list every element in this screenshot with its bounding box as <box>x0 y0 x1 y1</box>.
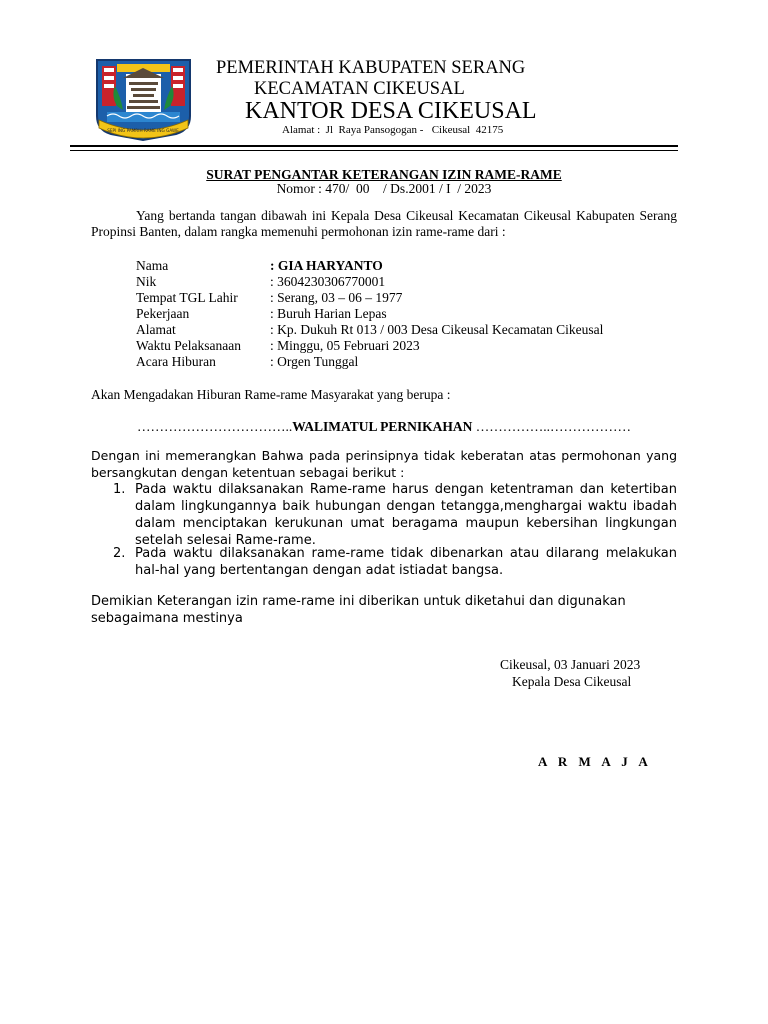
regency-coat-of-arms-icon <box>93 56 194 142</box>
identity-value-nik: : 3604230306770001 <box>270 274 386 289</box>
signer-position: Kepala Desa Cikeusal <box>512 674 632 689</box>
identity-label-nik: Nik <box>136 274 157 289</box>
condition-text: Pada waktu dilaksanakan rame-rame tidak dibenarkan atau dilarang melakukan hal-hal yang bertentangan dengan adat istiadat bangsa. <box>135 546 677 578</box>
event-name: WALIMATUL PERNIKAHAN <box>292 419 473 434</box>
condition-number: 2. <box>113 546 126 561</box>
event-intro: Akan Mengadakan Hiburan Rame-rame Masyarakat yang berupa : <box>91 387 451 402</box>
identity-value-birth: : Serang, 03 – 06 – 1977 <box>270 290 403 305</box>
identity-label-occupation: Pekerjaan <box>136 306 190 321</box>
closing-paragraph: Demikian Keterangan izin rame-rame ini diberikan untuk diketahui dan digunakan sebagaimana mestinya <box>91 594 626 626</box>
identity-label-birth: Tempat TGL Lahir <box>136 290 238 305</box>
condition-text: Pada waktu dilaksanakan Rame-rame harus dengan ketentraman dan ketertiban dalam lingkungannya baik hubungan dengan tetangga,menghargai waktu ibadah dalam menciptakan kerukunan umat beragama maupun kebersihan lingkungan setelah selesai Rame-rame. <box>135 482 677 548</box>
letterhead-divider-thin <box>70 150 678 151</box>
letterhead-line-1: PEMERINTAH KABUPATEN SERANG <box>216 58 526 78</box>
event-line <box>91 419 677 435</box>
letterhead-address: Alamat : Jl Raya Pansogogan - Cikeusal 42175 <box>282 124 504 136</box>
identity-value-occupation: : Buruh Harian Lepas <box>270 306 387 321</box>
letterhead-divider-thick <box>70 145 678 147</box>
identity-label-address: Alamat <box>136 322 176 337</box>
letter-title: SURAT PENGANTAR KETERANGAN IZIN RAME-RAME <box>206 167 562 182</box>
identity-value-address: : Kp. Dukuh Rt 013 / 003 Desa Cikeusal Kecamatan Cikeusal <box>270 322 604 337</box>
letter-number: Nomor : 470/ 00 / Ds.2001 / I / 2023 <box>276 181 492 196</box>
identity-value-name: : GIA HARYANTO <box>270 258 383 273</box>
identity-value-entertainment: : Orgen Tunggal <box>270 354 359 369</box>
identity-label-entertainment: Acara Hiburan <box>136 354 216 369</box>
place-date: Cikeusal, 03 Januari 2023 <box>500 657 641 672</box>
identity-value-time: : Minggu, 05 Februari 2023 <box>270 338 420 353</box>
letterhead-line-3: KANTOR DESA CIKEUSAL <box>245 98 537 124</box>
signer-name: A R M A J A <box>538 754 652 769</box>
event-dots-right: ……………..……………… <box>472 419 631 434</box>
letterhead-line-2: KECAMATAN CIKEUSAL <box>254 79 465 99</box>
opening-paragraph: Yang bertanda tangan dibawah ini Kepala Desa Cikeusal Kecamatan Cikeusal Kabupaten Serang Propinsi Banten, dalam rangka memenuhi permohonan izin rame-rame dari : <box>91 208 677 239</box>
statement-paragraph: Dengan ini memerangkan Bahwa pada perinsipnya tidak keberatan atas permohonan yang bersangkutan dengan ketentuan sebagai berikut : <box>91 448 677 480</box>
identity-label-name: Nama <box>136 258 169 273</box>
condition-number: 1. <box>113 482 126 497</box>
identity-label-time: Waktu Pelaksanaan <box>136 338 242 353</box>
svg-text:SEPI ING PAMRIH RAME ING GAWE: SEPI ING PAMRIH RAME ING GAWE <box>107 128 179 133</box>
event-dots-left: …………………………….. <box>136 419 293 434</box>
